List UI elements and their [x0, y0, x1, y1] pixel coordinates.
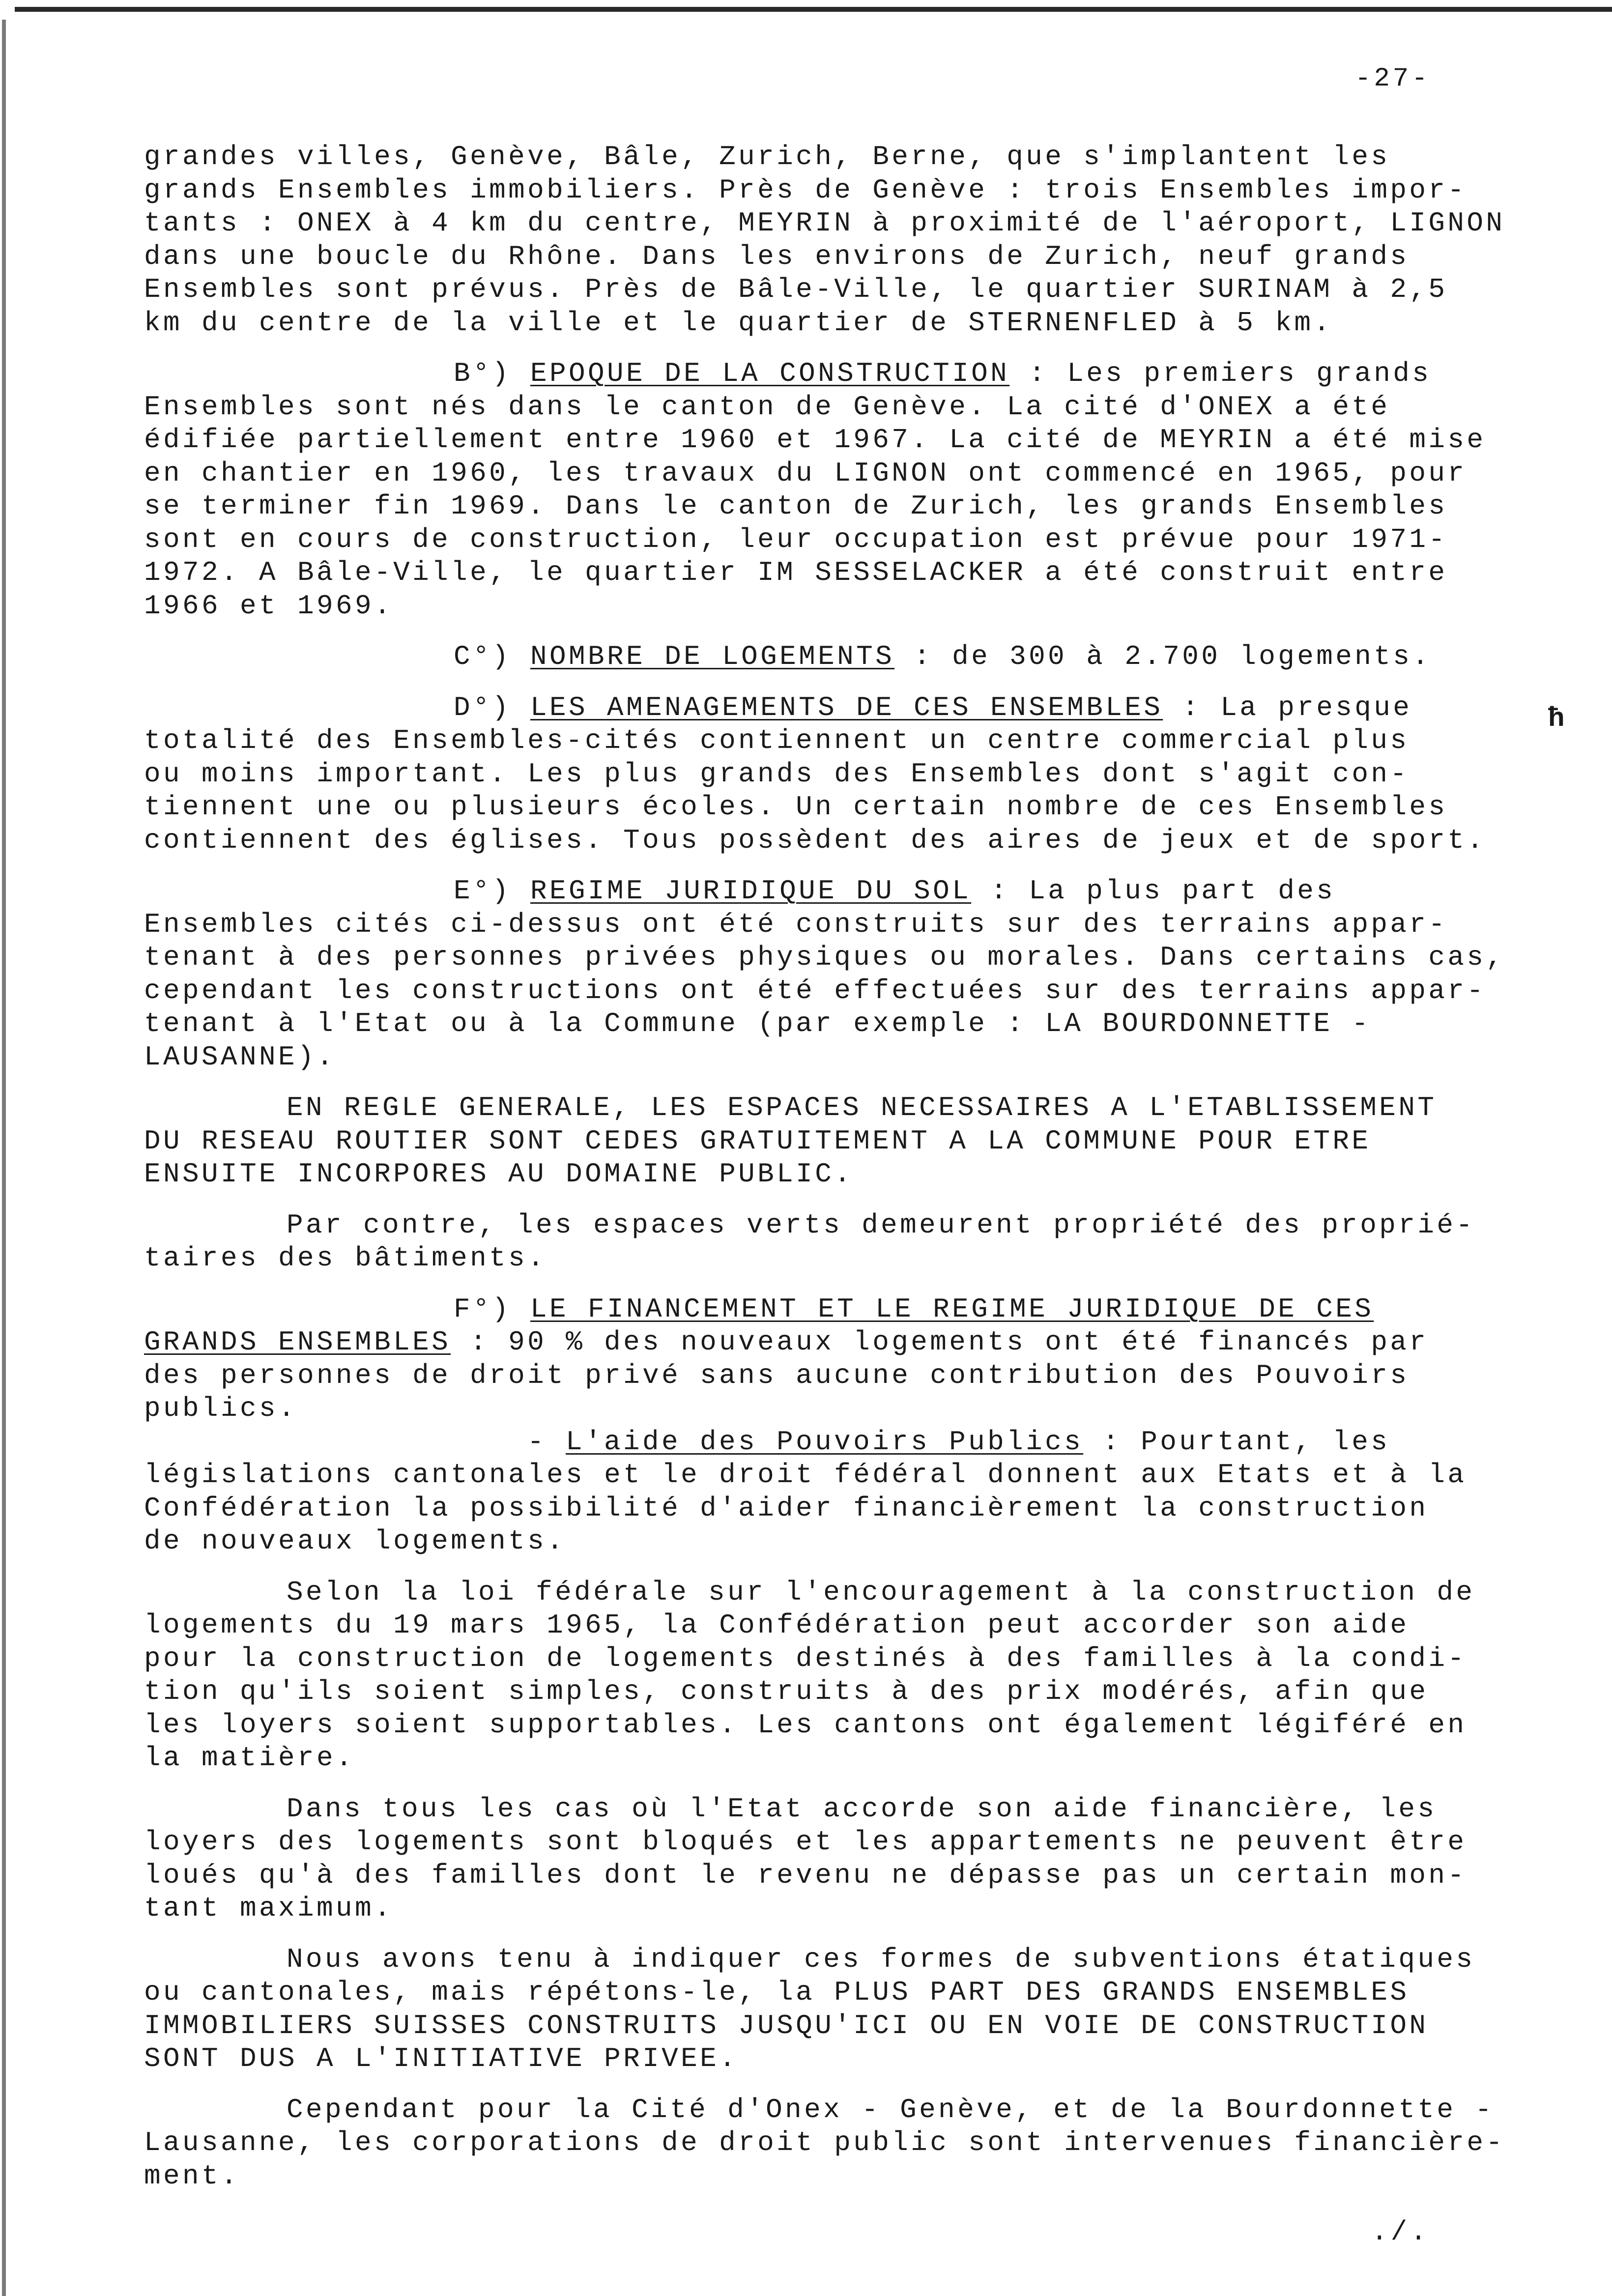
paragraph-loyers-bloques [144, 1793, 1599, 1925]
text-line: loyers des logements sont bloqués et les appartements ne peuvent être [144, 1826, 1467, 1858]
text-line: cependant les constructions ont été effectuées sur des terrains appar- [144, 975, 1486, 1006]
text-line: totalité des Ensembles-cités contiennent un centre commercial plus [144, 725, 1410, 756]
section-heading-text: : Les premiers grands [1009, 358, 1432, 389]
text-line: tenant à des personnes privées physiques ou morales. Dans certains cas, [144, 942, 1505, 973]
section-d [144, 691, 1599, 858]
text-line: ou cantonales, mais répétons-le, la PLUS PART DES GRANDS ENSEMBLES [144, 1977, 1410, 2008]
page-number: -27- [1355, 64, 1431, 94]
text-line: ou moins important. Les plus grands des Ensembles dont s'agit con- [144, 758, 1410, 790]
text-line: pour la construction de logements destinés à des familles à la condi- [144, 1642, 1467, 1674]
section-heading-line [144, 875, 1599, 908]
text-line: ment. [144, 2160, 240, 2192]
text-line: Par contre, les espaces verts demeurent propriété des proprié- [287, 1209, 1475, 1241]
subsection-heading-text: : Pourtant, les [1083, 1426, 1390, 1458]
section-heading-text: : La plus part des [971, 875, 1336, 907]
text-line: logements du 19 mars 1965, la Confédération peut accorder son aide [144, 1609, 1410, 1641]
text-line: de nouveaux logements. [144, 1525, 566, 1557]
text-line: la matière. [144, 1742, 355, 1774]
text-line: se terminer fin 1969. Dans le canton de Zurich, les grands Ensembles [144, 490, 1448, 522]
text-line: Cependant pour la Cité d'Onex - Genève, et de la Bourdonnette - [287, 2094, 1495, 2125]
text-line: les loyers soient supportables. Les cantons ont également légiféré en [144, 1709, 1467, 1741]
subsection-dash: - [527, 1426, 566, 1458]
text-line: Ensembles sont nés dans le canton de Genève. La cité d'ONEX a été [144, 391, 1390, 423]
text-line: EN REGLE GENERALE, LES ESPACES NECESSAIRES A L'ETABLISSEMENT [287, 1092, 1437, 1123]
text-line: DU RESEAU ROUTIER SONT CEDES GRATUITEMENT A LA COMMUNE POUR ETRE [144, 1125, 1371, 1157]
section-heading-text: : 90 % des nouveaux logements ont été financés par [451, 1326, 1429, 1358]
continuation-mark: ./. [1371, 2216, 1430, 2248]
text-line: Ensembles sont prévus. Près de Bâle-Ville, le quartier SURINAM à 2,5 [144, 274, 1448, 305]
text-line: dans une boucle du Rhône. Dans les environs de Zurich, neuf grands [144, 240, 1410, 272]
subsection-title: L'aide des Pouvoirs Publics [566, 1426, 1084, 1458]
subsection-aide-pouvoirs-publics [144, 1426, 1599, 1558]
section-title: LE FINANCEMENT ET LE REGIME JURIDIQUE DE CES [530, 1293, 1374, 1325]
section-title: LES AMENAGEMENTS DE CES ENSEMBLES [530, 691, 1163, 723]
section-heading-line [144, 1326, 1599, 1359]
text-line: tant maximum. [144, 1893, 394, 1924]
section-title: NOMBRE DE LOGEMENTS [530, 641, 895, 672]
text-line: tiennent une ou plusieurs écoles. Un certain nombre de ces Ensembles [144, 791, 1448, 823]
body-text [144, 141, 1599, 2193]
section-title: EPOQUE DE LA CONSTRUCTION [530, 358, 1010, 389]
section-label: B°) [454, 358, 531, 389]
section-e [144, 875, 1599, 1074]
subsection-heading-line [144, 1426, 1599, 1459]
section-label: F°) [454, 1293, 531, 1325]
text-line: publics. [144, 1393, 298, 1424]
scan-top-border [15, 7, 1612, 12]
paragraph-onex-bourdonnette [144, 2094, 1599, 2193]
section-c [144, 640, 1599, 674]
text-line: tion qu'ils soient simples, construits à des prix modérés, afin que [144, 1676, 1429, 1707]
text-line: Dans tous les cas où l'Etat accorde son aide financière, les [287, 1793, 1437, 1825]
section-label: D°) [454, 691, 531, 723]
paragraph-loi-federale [144, 1576, 1599, 1775]
section-heading-line [144, 1293, 1599, 1326]
text-line: taires des bâtiments. [144, 1242, 547, 1274]
text-line: 1972. A Bâle-Ville, le quartier IM SESSELACKER a été construit entre [144, 557, 1448, 588]
text-line: tants : ONEX à 4 km du centre, MEYRIN à proximité de l'aéroport, LIGNON [144, 207, 1505, 239]
section-label: E°) [454, 875, 531, 907]
scan-left-border [2, 20, 6, 2296]
text-line: SONT DUS A L'INITIATIVE PRIVEE. [144, 2043, 739, 2074]
text-line: km du centre de la ville et le quartier de STERNENFLED à 5 km. [144, 307, 1333, 339]
section-label: C°) [454, 641, 531, 672]
text-line: LAUSANNE). [144, 1041, 336, 1073]
section-heading-text: : de 300 à 2.700 logements. [894, 641, 1432, 672]
text-line: grands Ensembles immobiliers. Près de Genève : trois Ensembles impor- [144, 174, 1467, 206]
section-heading-line [144, 357, 1599, 391]
section-heading-line [144, 640, 1599, 674]
paragraph-subventions [144, 1943, 1599, 2076]
text-line: des personnes de droit privé sans aucune contribution des Pouvoirs [144, 1359, 1410, 1391]
section-heading-line [144, 691, 1599, 725]
text-line: législations cantonales et le droit fédéral donnent aux Etats et à la [144, 1459, 1467, 1491]
text-line: édifiée partiellement entre 1960 et 1967. La cité de MEYRIN a été mise [144, 424, 1486, 456]
text-line: 1966 et 1969. [144, 590, 394, 622]
paragraph-intro [144, 141, 1599, 340]
section-title-continued: GRANDS ENSEMBLES [144, 1326, 451, 1358]
text-line: loués qu'à des familles dont le revenu ne dépasse pas un certain mon- [144, 1859, 1467, 1891]
paragraph-regle-generale [144, 1091, 1599, 1191]
text-line: Confédération la possibilité d'aider financièrement la construction [144, 1492, 1429, 1524]
section-b [144, 357, 1599, 623]
section-heading-text: : La presque [1163, 691, 1412, 723]
paragraph-espaces-verts [144, 1209, 1599, 1275]
text-line: IMMOBILIERS SUISSES CONSTRUITS JUSQU'ICI OU EN VOIE DE CONSTRUCTION [144, 2009, 1429, 2041]
section-title: REGIME JURIDIQUE DU SOL [530, 875, 972, 907]
text-line: grandes villes, Genève, Bâle, Zurich, Berne, que s'implantent les [144, 141, 1390, 172]
text-line: Selon la loi fédérale sur l'encouragement à la construction de [287, 1576, 1475, 1608]
text-line: en chantier en 1960, les travaux du LIGNON ont commencé en 1965, pour [144, 457, 1467, 489]
section-f [144, 1293, 1599, 1426]
text-line: Ensembles cités ci-dessus ont été construits sur des terrains appar- [144, 908, 1448, 940]
text-line: tenant à l'Etat ou à la Commune (par exemple : LA BOURDONNETTE - [144, 1008, 1371, 1039]
text-line: contiennent des églises. Tous possèdent des aires de jeux et de sport. [144, 824, 1486, 856]
text-line: Lausanne, les corporations de droit public sont intervenues financière- [144, 2127, 1505, 2158]
text-line: ENSUITE INCORPORES AU DOMAINE PUBLIC. [144, 1158, 854, 1190]
text-line: sont en cours de construction, leur occupation est prévue pour 1971- [144, 523, 1448, 555]
text-line: Nous avons tenu à indiquer ces formes de subventions étatiques [287, 1943, 1475, 1975]
margin-annotation: ħ [1548, 703, 1565, 734]
